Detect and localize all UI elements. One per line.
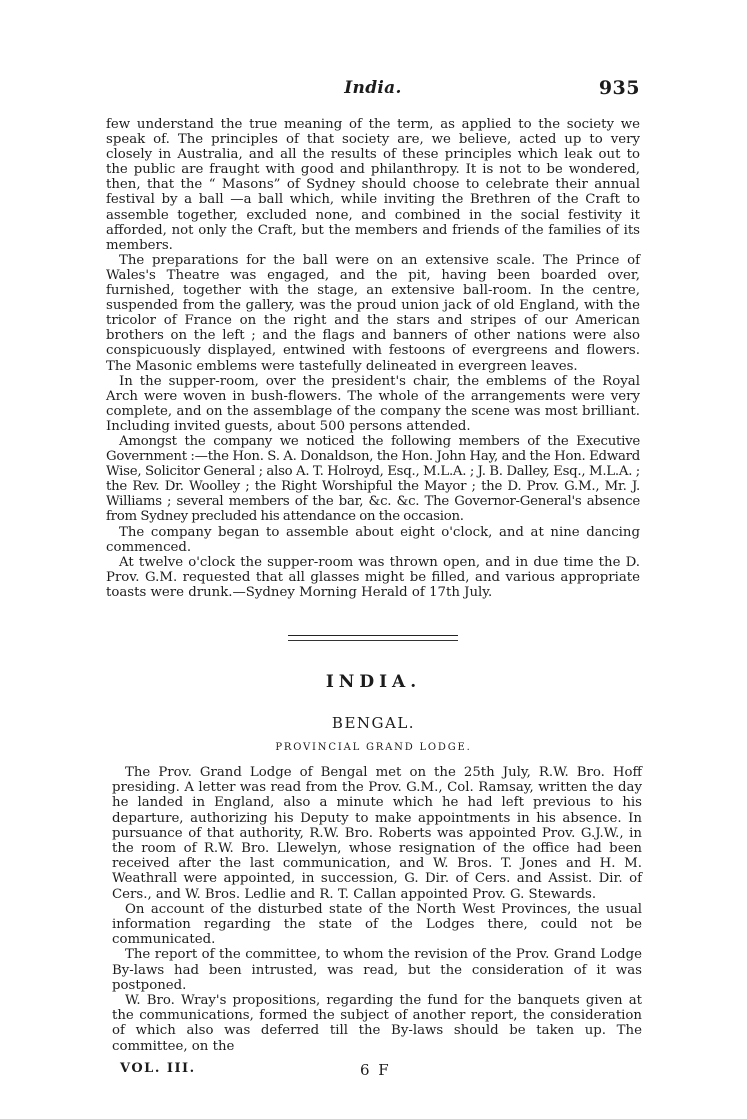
subsection-title: BENGAL.	[331, 714, 416, 732]
running-head	[106, 78, 640, 104]
paragraph: At twelve o'clock the supper-room was thrown open, and in due time the D. Prov. G.M. requested that all glasses might be filled, and various appropriate toasts were drunk.—Sydney Morning Herald of 17th July.	[106, 554, 640, 600]
paragraph: The report of the committee, to whom the revision of the Prov. Grand Lodge By-laws had been intrusted, was read, but the consideration of it was postponed.	[112, 947, 642, 993]
paragraph: Amongst the company we noticed the following members of the Executive Government :—the Hon. S. A. Donaldson, the Hon. John Hay, and the Hon. Edward Wise, Solicitor General ; also A. T. Holroyd, Esq., M.L.A. ; J. B. Dalley, Esq., M.L.A. ; the Rev. Dr. Woolley ; the Right Worshipful the Mayor ; the D. Prov. G.M., Mr. J. Williams ; several members of the bar, &c. &c. The Governor-General's absence from Sydney precluded his attendance on the occasion.	[106, 433, 640, 525]
subsubsection-title: PROVINCIAL GRAND LODGE.	[275, 742, 472, 753]
page-number: 935	[598, 77, 640, 99]
article-continuation	[106, 117, 640, 600]
paragraph: The Prov. Grand Lodge of Bengal met on the 25th July, R.W. Bro. Hoff presiding. A letter was read from the Prov. G.M., Col. Ramsay, written the day he landed in England, also a minute which he had left previous to his departure, authorizing his Deputy to make appointments in his absence. In pursuance of that authority, R.W. Bro. Roberts was appointed Prov. G.J.W., in the room of R.W. Bro. Llewelyn, whose resignation of the office had been received after the last communication, and W. Bros. T. Jones and H. M. Weathrall were appointed, in succession, G. Dir. of Cers. and Assist. Dir. of Cers., and W. Bros. Ledlie and R. T. Callan appointed Prov. G. Stewards.	[112, 765, 642, 902]
paragraph: The company began to assemble about eight o'clock, and at nine dancing commenced.	[106, 524, 640, 555]
running-title: India.	[344, 78, 402, 98]
volume-label: VOL. III.	[120, 1061, 196, 1076]
paragraph: few understand the true meaning of the term, as applied to the society we speak of. The principles of that society are, we believe, acted up to very closely in Australia, and all the results of these principles which leak out to the public are fraught with good and philanthropy. It is not to be wondered, then, that the “ Masons” of Sydney should choose to celebrate their annual festival by a ball —a ball which, while inviting the Brethren of the Craft to assemble together, excluded none, and combined in the social festivity it afforded, not only the Craft, but the members and friends of the families of its members.	[106, 117, 640, 253]
paragraph: In the supper-room, over the president's chair, the emblems of the Royal Arch were woven in bush-flowers. The whole of the arrangements were very complete, and on the assemblage of the company the scene was most brilliant. Including invited guests, about 500 persons attended.	[106, 373, 640, 434]
page-footer	[120, 1061, 640, 1081]
section-title: INDIA.	[325, 672, 422, 692]
section-body	[112, 765, 642, 1054]
section-divider	[288, 635, 458, 636]
paragraph: The preparations for the ball were on an extensive scale. The Prince of Wales's Theatre was engaged, and the pit, having been boarded over, furnished, together with the stage, an extensive ball-room. In the centre, suspended from the gallery, was the proud union jack of old England, with the tricolor of France on the right and the stars and stripes of our American brothers on the left ; and the flags and banners of other nations were also conspicuously displayed, entwined with festoons of evergreens and flowers. The Masonic emblems were tastefully delineated in evergreen leaves.	[106, 252, 640, 374]
paragraph: On account of the disturbed state of the North West Provinces, the usual information regarding the state of the Lodges there, could not be communicated.	[112, 901, 642, 948]
section-divider	[288, 640, 458, 641]
signature-mark: 6 F	[360, 1061, 391, 1079]
paragraph: W. Bro. Wray's propositions, regarding the fund for the banquets given at the communications, formed the subject of another report, the consideration of which also was deferred till the By-laws should be taken up. The committee, on the	[112, 993, 642, 1054]
